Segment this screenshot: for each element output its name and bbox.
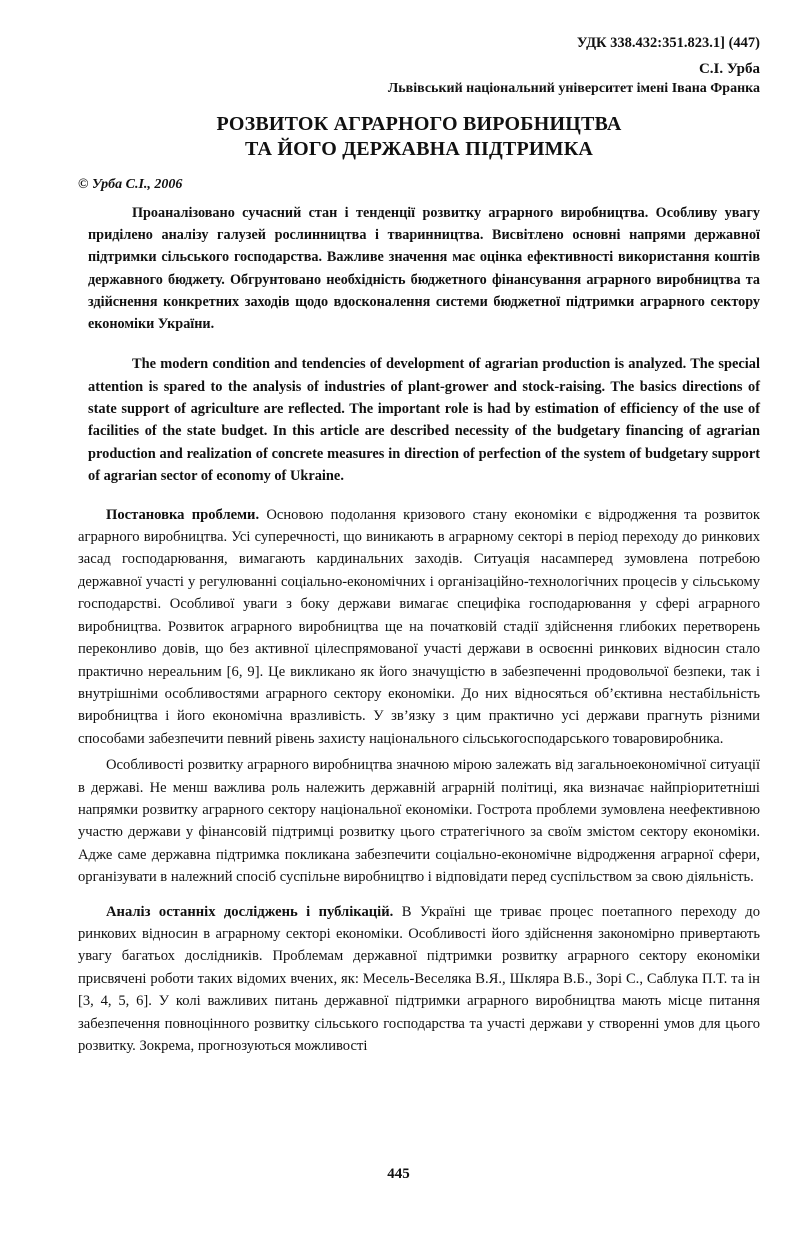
udk-code: УДК 338.432:351.823.1] (447) <box>576 35 760 51</box>
copyright-note: © Урба С.І., 2006 <box>78 177 183 192</box>
section-literature-review <box>78 901 760 1058</box>
title-line-1: РОЗВИТОК АГРАРНОГО ВИРОБНИЦТВА <box>216 113 622 135</box>
section-text-problem: Основою подолання кризового стану економіки є відродження та розвиток аграрного виробництва. Усі суперечності, що виникають в аграрному секторі в період переходу до ринкових засад господарювання, вимагають кардинальних заходів. Ситуація насамперед зумовлена потребою державної участі у регулюванні соціально-економічних і організаційно-технологічних процесів у сільському господарстві. Особливої уваги з боку держави вимагає специфіка господарювання у сфері аграрного виробництва. Розвиток аграрного виробництва ще на початковій стадії здійснення глибоких перетворень переконливо довів, що без активної цілеспрямованої участі держави в освоєнні ринкових відносин стало практично нереальним [6, 9]. Це викликано як його значущістю в забезпеченні продовольчої безпеки, так і внутрішніми особливостями аграрного сектору економіки. До них відносяться об’єктивна нестабільність виробництва і його економічна вразливість. У зв’язку з цим практично усі держави прагнуть різними способами забезпечити певний рівень захисту національного сільськогосподарського товаровиробника. <box>78 506 760 747</box>
section-heading-analysis: Аналіз останніх досліджень і публікацій. <box>106 903 394 920</box>
article-title <box>78 112 760 162</box>
author-name: С.І. Урба <box>698 61 760 77</box>
section-text-analysis: В Україні ще триває процес поетапного переходу до ринкових відносин в аграрному секторі економіки. Особливості його здійснення закономірно привертають увагу багатьох дослідників. Проблемам державної підтримки розвитку аграрного сектору економіки присвячені роботи таких відомих вчених, як: Месель-Веселяка В.Я., Шкляра В.Б., Зорі С., Саблука П.Т. та ін [3, 4, 5, 6]. У колі важливих питань державної підтримки аграрного виробництва мають місце питання забезпечення повноцінного розвитку сільського господарства та участі держави у створенні умов для цього розвитку. Зокрема, прогнозуються можливості <box>78 903 760 1054</box>
title-line-2: ТА ЙОГО ДЕРЖАВНА ПІДТРИМКА <box>244 138 594 160</box>
author-affiliation: Львівський національний університет імені Івана Франка <box>387 81 760 96</box>
section-features: Особливості розвитку аграрного виробництва значною мірою залежать від загальноекономічної ситуації в державі. Не менш важлива роль належить державній аграрній політиці, яка визначає найпріоритетніші напрямки розвитку аграрного сектору національної економіки. Гострота проблеми зумовлена неефективною участю держави у фінансовій підтримці розвитку цього стратегічного за своїм змістом сектору економіки. Адже саме державна підтримка покликана забезпечити соціально-економічне відродження аграрної сфери, організувати в належний спосіб суспільне виробництво і відповідати перед суспільством за свою діяльність. <box>78 757 760 886</box>
section-heading-problem: Постановка проблеми. <box>106 506 260 523</box>
article-page <box>78 34 760 1057</box>
section-problem-statement <box>78 504 760 750</box>
abstract-english: The modern condition and tendencies of development of agrarian production is analyzed. The special attention is spared to the analysis of industries of plant-grower and stock-raising. The basics directions of state support of agriculture are reflected. The important role is had by estimation of efficiency of the use of facilities of the state budget. In this article are described necessity of the budgetary financing of agrarian production and realization of concrete measures in direction of perfection of the system of budgetary support of agrarian sector of economy of Ukraine. <box>88 356 760 485</box>
abstract-ukrainian: Проаналізовано сучасний стан і тенденції розвитку аграрного виробництва. Особливу увагу приділено аналізу галузей рослинництва і тваринництва. Висвітлено основні напрями державної підтримки сільського господарства. Важливе значення має оцінка ефективності використання коштів державного бюджету. Обгрунтовано необхідність бюджетного фінансування аграрного виробництва та здійснення конкретних заходів щодо вдосконалення системи бюджетної підтримки аграрного сектору економіки України. <box>88 205 760 333</box>
page-number: 445 <box>387 1166 410 1182</box>
